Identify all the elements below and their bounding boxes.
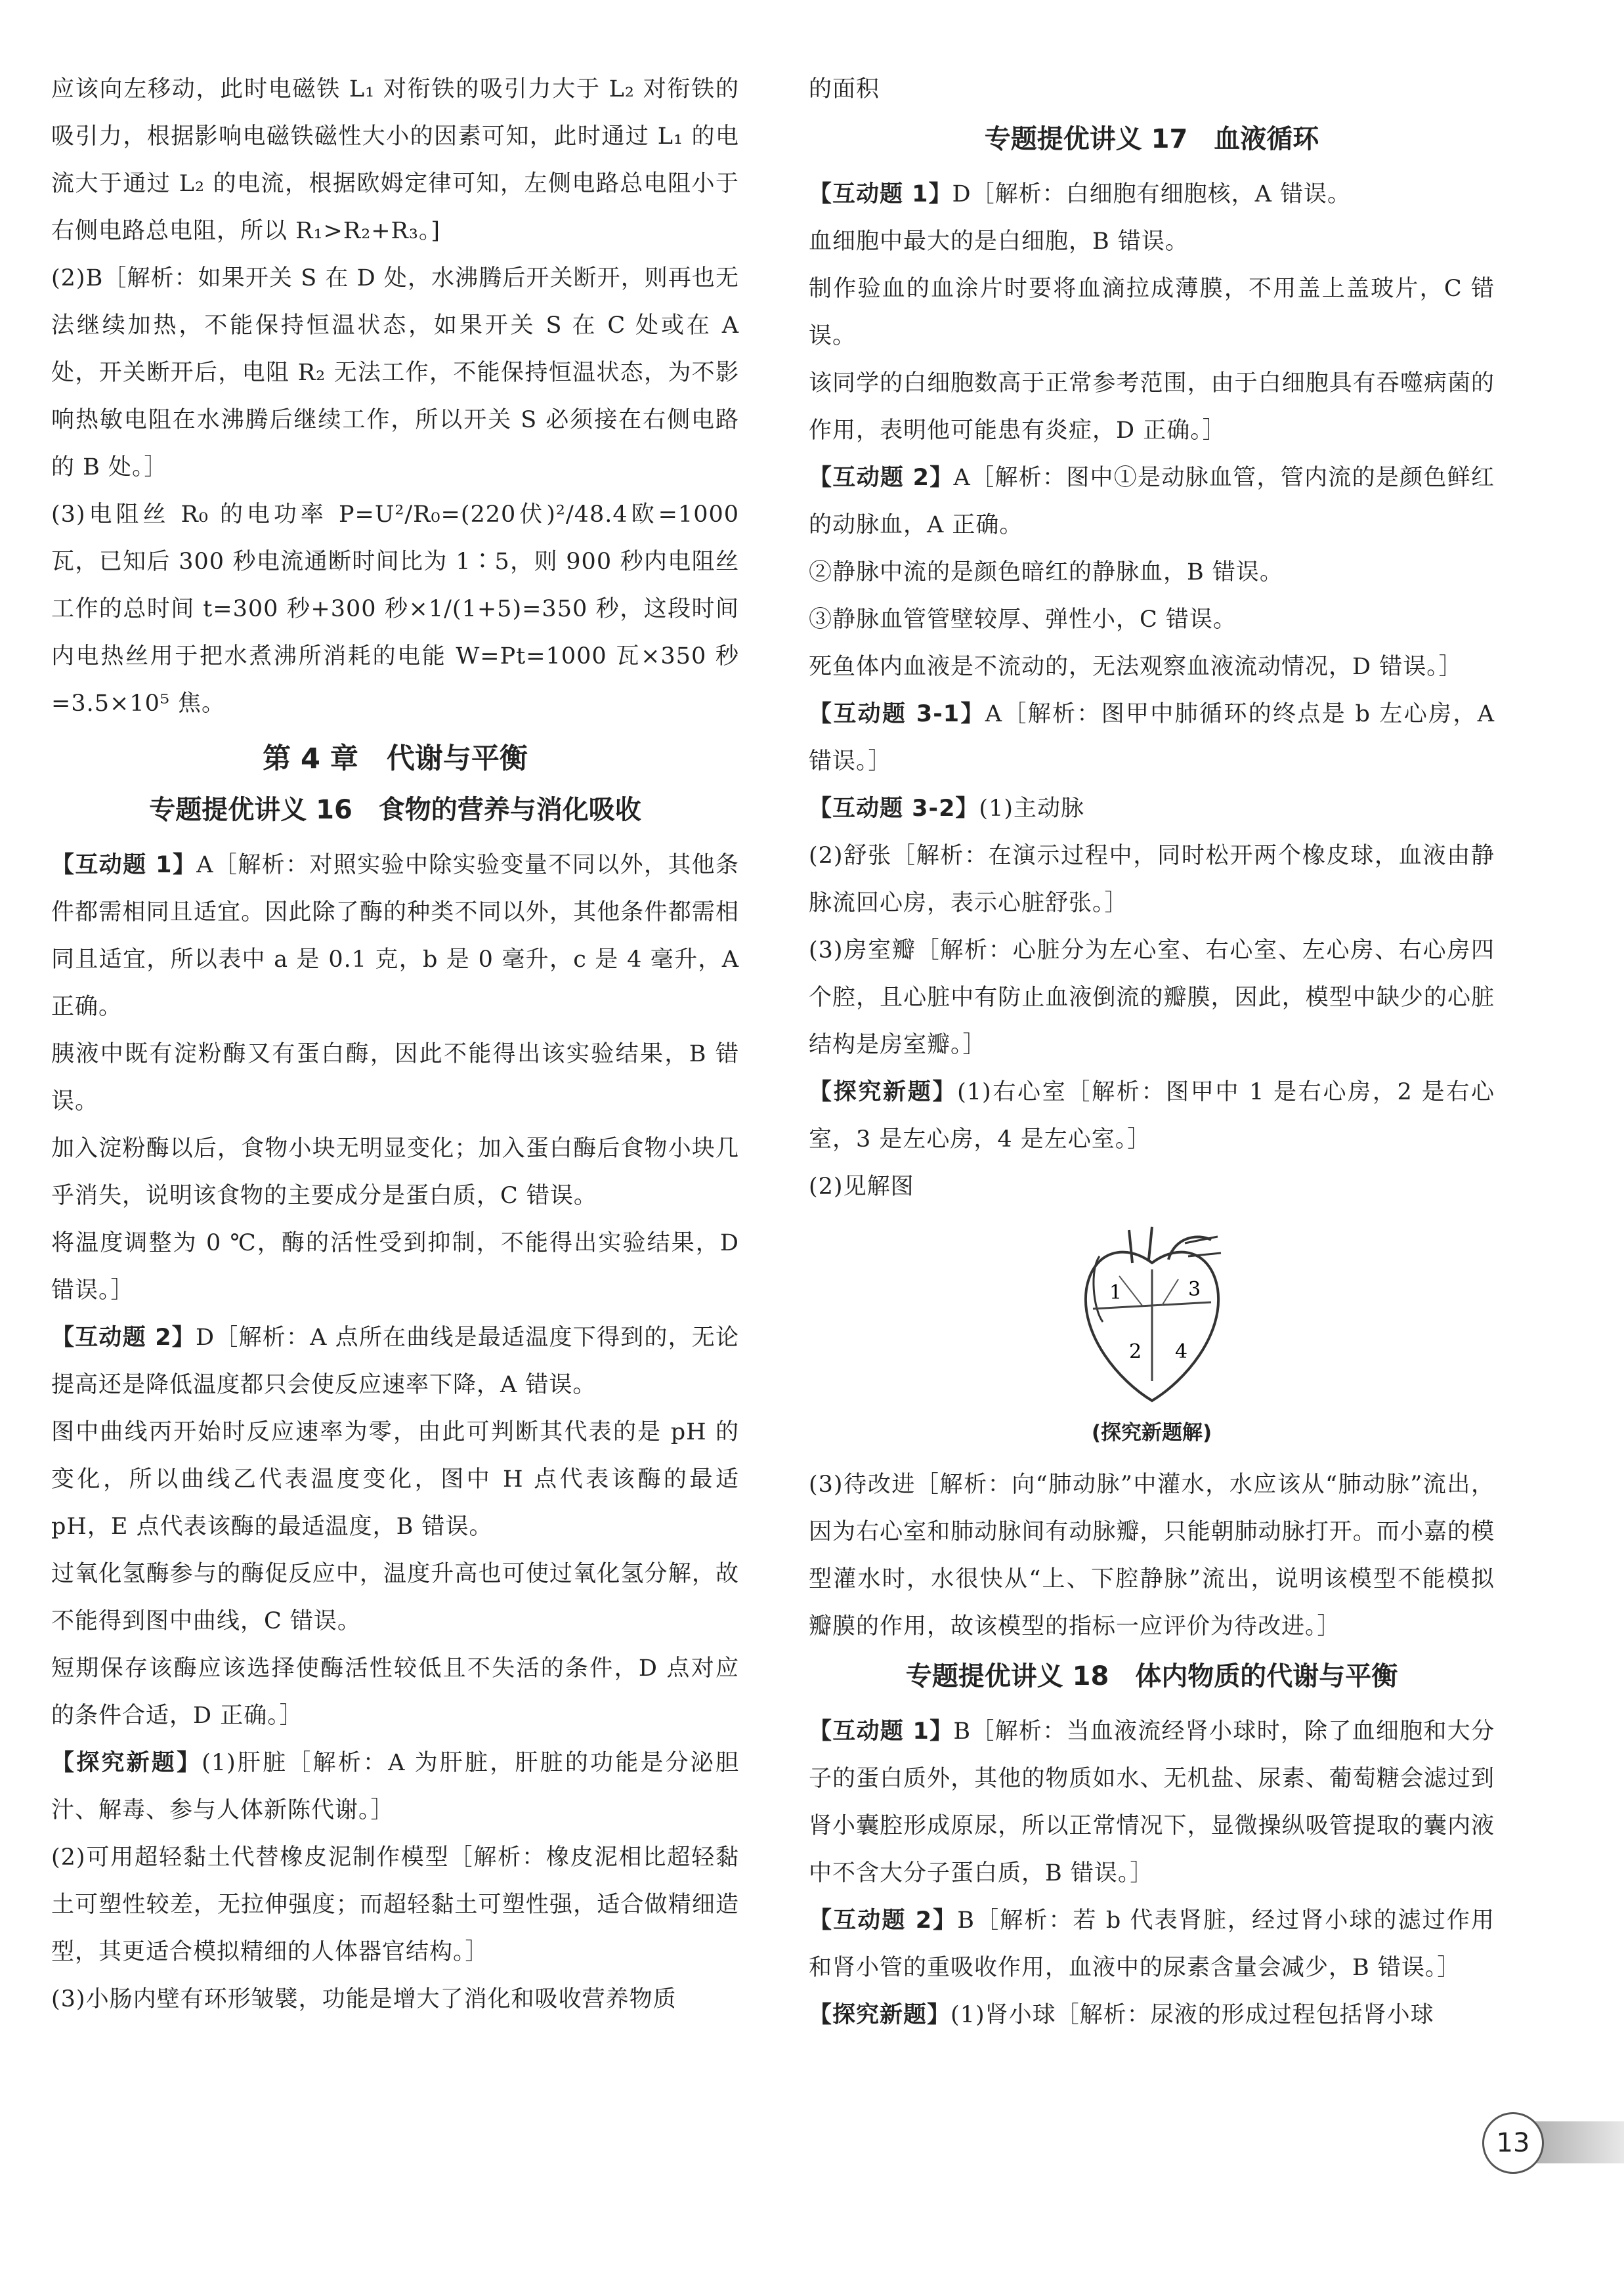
figure-caption: (探究新题解) <box>1091 1421 1212 1445</box>
question-tag: 【互动题 1】 <box>809 181 952 207</box>
paragraph: 该同学的白细胞数高于正常参考范围，由于白细胞具有吞噬病菌的作用，表明他可能患有炎症，D 正确。］ <box>809 370 1495 444</box>
answer-text: A［解析：图甲中肺循环的终点是 b 左心房，A 错误。］ <box>809 701 1495 775</box>
paragraph: 血细胞中最大的是白细胞，B 错误。 <box>809 228 1189 255</box>
paragraph: 过氧化氢酶参与的酶促反应中，温度升高也可使过氧化氢分解，故不能得到图中曲线，C 错误。 <box>51 1561 739 1634</box>
paragraph: ③静脉血管管壁较厚、弹性小，C 错误。 <box>809 606 1237 633</box>
answer-text: (1)肝脏［解析：A 为肝脏，肝脏的功能是分泌胆汁、解毒、参与人体新陈代谢。］ <box>51 1750 739 1823</box>
question-2 <box>51 1314 739 1409</box>
question-3-1 <box>809 690 1495 785</box>
explore-question <box>809 1069 1495 1163</box>
right-column <box>809 66 1495 2039</box>
chapter-title: 第 4 章 代谢与平衡 <box>263 742 528 775</box>
paragraph: (2)B［解析：如果开关 S 在 D 处，水沸腾后开关断开，则再也无法继续加热，不能保持恒温状态，如果开关 S 在 C 处或在 A 处，开关断开后，电阻 R₂ 无法工作，不能保持恒温状态，为不影响热敏电阻在水沸腾后继续工作，所以开关 S 必须接在右侧电路的 B 处。］ <box>51 265 739 480</box>
answer-text: (1)右心室［解析：图甲中 1 是右心房，2 是右心室，3 是左心房，4 是左心室。］ <box>809 1079 1495 1153</box>
answer-text: A［解析：图中①是动脉血管，管内流的是颜色鲜红的动脉血，A 正确。 <box>809 465 1495 538</box>
paragraph: 死鱼体内血液是不流动的，无法观察血液流动情况，D 错误。］ <box>809 654 1463 680</box>
answer-text: (1)肾小球［解析：尿液的形成过程包括肾小球 <box>951 2002 1434 2028</box>
paragraph: (2)可用超轻黏土代替橡皮泥制作模型［解析：橡皮泥相比超轻黏土可塑性较差，无拉伸强度；而超轻黏土可塑性强，适合做精细造型，其更适合模拟精细的人体器官结构。］ <box>51 1844 739 1965</box>
heart-figure <box>809 1217 1495 1449</box>
paragraph: 胰液中既有淀粉酶又有蛋白酶，因此不能得出该实验结果，B 错误。 <box>51 1041 739 1115</box>
left-column <box>51 66 739 2023</box>
heart-label-3: 3 <box>1187 1278 1201 1301</box>
paragraph: (2)舒张［解析：在演示过程中，同时松开两个橡皮球，血液由静脉流回心房，表示心脏舒张。］ <box>809 843 1495 916</box>
page-number: 13 <box>1482 2112 1544 2174</box>
question-tag: 【互动题 2】 <box>809 1907 958 1934</box>
paragraph: (2)见解图 <box>809 1174 914 1200</box>
question-tag: 【互动题 3-1】 <box>809 701 985 727</box>
question-1 <box>809 171 1495 218</box>
answer-text: D［解析：白细胞有细胞核，A 错误。 <box>952 181 1352 207</box>
question-3-2 <box>809 785 1495 832</box>
paragraph: (3)小肠内壁有环形皱襞，功能是增大了消化和吸收营养物质 <box>51 1986 677 2012</box>
paragraph: (3)房室瓣［解析：心脏分为左心室、右心室、左心房、右心房四个腔，且心脏中有防止血液倒流的瓣膜，因此，模型中缺少的心脏结构是房室瓣。］ <box>809 937 1495 1058</box>
question-tag: 【探究新题】 <box>51 1750 202 1776</box>
paragraph: 的面积 <box>809 76 880 102</box>
answer-text: B［解析：若 b 代表肾脏，经过肾小球的滤过作用和肾小管的重吸收作用，血液中的尿素含量会减少，B 错误。］ <box>809 1907 1495 1981</box>
question-tag: 【互动题 2】 <box>809 465 954 491</box>
paragraph: 制作验血的血涂片时要将血滴拉成薄膜，不用盖上盖玻片，C 错误。 <box>809 276 1495 349</box>
heart-diagram-icon <box>1054 1217 1250 1414</box>
question-1 <box>51 841 739 1030</box>
paragraph: (3)待改进［解析：向“肺动脉”中灌水，水应该从“肺动脉”流出，因为右心室和肺动脉间有动脉瓣，只能朝肺动脉打开。而小嘉的模型灌水时，水很快从“上、下腔静脉”流出，说明该模型不能模拟瓣膜的作用，故该模型的指标一应评价为待改进。］ <box>809 1472 1495 1640</box>
answer-text: D［解析：A 点所在曲线是最适温度下得到的，无论提高还是降低温度都只会使反应速率下降，A 错误。 <box>51 1325 739 1398</box>
question-tag: 【互动题 1】 <box>809 1718 954 1745</box>
lecture-title: 专题提优讲义 16 食物的营养与消化吸收 <box>149 795 641 825</box>
question-2 <box>809 1897 1495 1991</box>
question-tag: 【互动题 2】 <box>51 1325 196 1351</box>
answer-text: (1)主动脉 <box>979 796 1084 822</box>
heart-label-1: 1 <box>1109 1281 1122 1304</box>
paragraph: 短期保存该酶应该选择使酶活性较低且不失活的条件，D 点对应的条件合适，D 正确。］ <box>51 1655 739 1729</box>
question-1 <box>809 1708 1495 1897</box>
paragraph: 加入淀粉酶以后，食物小块无明显变化；加入蛋白酶后食物小块几乎消失，说明该食物的主要成分是蛋白质，C 错误。 <box>51 1136 739 1209</box>
paragraph: 图中曲线丙开始时反应速率为零，由此可判断其代表的是 pH 的变化，所以曲线乙代表温度变化，图中 H 点代表该酶的最适 pH，E 点代表该酶的最适温度，B 错误。 <box>51 1419 739 1540</box>
heart-label-2: 2 <box>1128 1340 1142 1363</box>
question-tag: 【互动题 3-2】 <box>809 796 979 822</box>
heart-label-4: 4 <box>1174 1340 1187 1363</box>
paragraph: (3)电阻丝 R₀ 的电功率 P=U²/R₀=(220伏)²/48.4欧=1000 瓦，已知后 300 秒电流通断时间比为 1∶5，则 900 秒内电阻丝工作的总时间 t=300 秒+300 秒×1/(1+5)=350 秒，这段时间内电热丝用于把水煮沸所消耗的电能 W=Pt=1000 瓦×350 秒=3.5×10⁵ 焦。 <box>51 501 739 717</box>
lecture-title: 专题提优讲义 18 体内物质的代谢与平衡 <box>905 1661 1398 1691</box>
explore-question <box>809 1991 1495 2039</box>
paragraph: ②静脉中流的是颜色暗红的静脉血，B 错误。 <box>809 559 1283 585</box>
question-tag: 【探究新题】 <box>809 2002 951 2028</box>
question-tag: 【互动题 1】 <box>51 852 197 878</box>
answer-text: B［解析：当血液流经肾小球时，除了血细胞和大分子的蛋白质外，其他的物质如水、无机盐、尿素、葡萄糖会滤过到肾小囊腔形成原尿，所以正常情况下，显微操纵吸管提取的囊内液中不含大分子蛋白质，B 错误。］ <box>809 1718 1495 1886</box>
question-tag: 【探究新题】 <box>809 1079 958 1105</box>
question-2 <box>809 454 1495 549</box>
explore-question <box>51 1739 739 1834</box>
paragraph: 应该向左移动，此时电磁铁 L₁ 对衔铁的吸引力大于 L₂ 对衔铁的吸引力，根据影响电磁铁磁性大小的因素可知，此时通过 L₁ 的电流大于通过 L₂ 的电流，根据欧姆定律可知，左侧电路总电阻小于右侧电路总电阻，所以 R₁>R₂+R₃。] <box>51 76 739 244</box>
paragraph: 将温度调整为 0 ℃，酶的活性受到抑制，不能得出实验结果，D 错误。］ <box>51 1230 739 1304</box>
lecture-title: 专题提优讲义 17 血液循环 <box>984 124 1319 154</box>
answer-text: A［解析：对照实验中除实验变量不同以外，其他条件都需相同且适宜。因此除了酶的种类不同以外，其他条件都需相同且适宜，所以表中 a 是 0.1 克，b 是 0 毫升，c 是 4 毫升，A 正确。 <box>51 852 740 1020</box>
